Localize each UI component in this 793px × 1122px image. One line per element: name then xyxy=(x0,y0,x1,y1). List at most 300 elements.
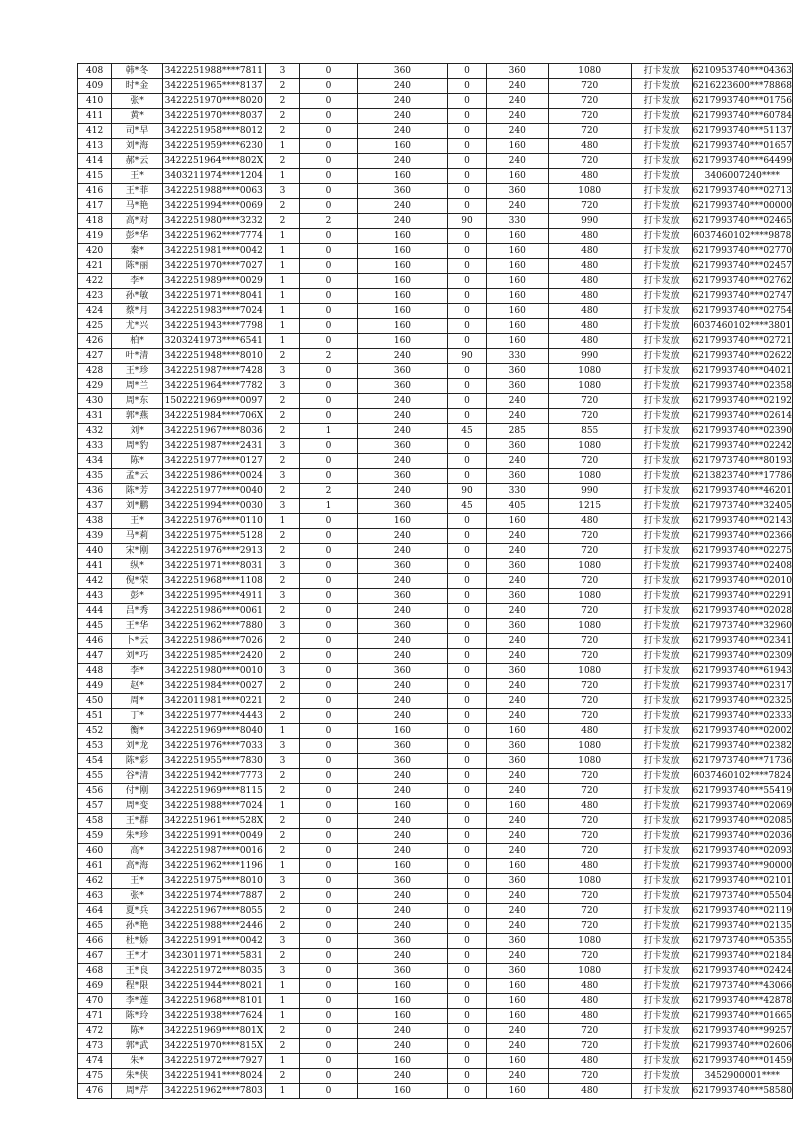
cell-id-number: 3422251968****8101 xyxy=(162,994,265,1009)
cell-count-a: 3 xyxy=(265,439,300,454)
cell-name: 陈*芳 xyxy=(112,484,163,499)
cell-amount-a: 360 xyxy=(357,439,447,454)
cell-total: 480 xyxy=(548,244,631,259)
cell-row-number: 447 xyxy=(78,649,112,664)
cell-id-number: 3422251967****8055 xyxy=(162,904,265,919)
cell-total: 720 xyxy=(548,814,631,829)
cell-total: 720 xyxy=(548,949,631,964)
cell-id-number: 3422251970****8020 xyxy=(162,94,265,109)
cell-payment-method: 打卡发放 xyxy=(631,979,692,994)
cell-amount-b: 0 xyxy=(448,814,487,829)
cell-amount-a: 160 xyxy=(357,994,447,1009)
cell-count-b: 0 xyxy=(300,1084,357,1099)
cell-payment-method: 打卡发放 xyxy=(631,1024,692,1039)
cell-payment-method: 打卡发放 xyxy=(631,94,692,109)
cell-row-number: 467 xyxy=(78,949,112,964)
cell-count-b: 0 xyxy=(300,124,357,139)
cell-row-number: 453 xyxy=(78,739,112,754)
cell-subtotal: 240 xyxy=(486,394,548,409)
cell-bank-card: 6217993740***01459 xyxy=(692,1054,792,1069)
cell-name: 郝*云 xyxy=(112,154,163,169)
cell-subtotal: 360 xyxy=(486,619,548,634)
cell-subtotal: 160 xyxy=(486,1084,548,1099)
cell-name: 张* xyxy=(112,889,163,904)
cell-name: 王* xyxy=(112,874,163,889)
cell-subtotal: 240 xyxy=(486,904,548,919)
cell-row-number: 450 xyxy=(78,694,112,709)
cell-amount-b: 0 xyxy=(448,409,487,424)
cell-count-a: 3 xyxy=(265,379,300,394)
cell-row-number: 417 xyxy=(78,199,112,214)
cell-subtotal: 240 xyxy=(486,409,548,424)
cell-subtotal: 240 xyxy=(486,889,548,904)
cell-amount-a: 160 xyxy=(357,139,447,154)
cell-amount-b: 0 xyxy=(448,154,487,169)
cell-amount-a: 360 xyxy=(357,469,447,484)
cell-count-a: 2 xyxy=(265,1024,300,1039)
cell-count-a: 2 xyxy=(265,94,300,109)
cell-id-number: 3422251975****8010 xyxy=(162,874,265,889)
cell-payment-method: 打卡发放 xyxy=(631,349,692,364)
cell-bank-card: 6217993740***02002 xyxy=(692,724,792,739)
cell-total: 1080 xyxy=(548,469,631,484)
cell-id-number: 3422251980****0010 xyxy=(162,664,265,679)
cell-bank-card: 6217993740***02275 xyxy=(692,544,792,559)
cell-name: 李*莲 xyxy=(112,994,163,1009)
cell-amount-a: 160 xyxy=(357,319,447,334)
cell-row-number: 451 xyxy=(78,709,112,724)
cell-total: 480 xyxy=(548,334,631,349)
cell-count-a: 2 xyxy=(265,79,300,94)
cell-bank-card: 6217973740***05355 xyxy=(692,934,792,949)
cell-count-a: 2 xyxy=(265,769,300,784)
cell-bank-card: 6217993740***64499 xyxy=(692,154,792,169)
cell-payment-method: 打卡发放 xyxy=(631,829,692,844)
cell-amount-a: 160 xyxy=(357,244,447,259)
table-row xyxy=(78,289,793,304)
cell-count-a: 3 xyxy=(265,739,300,754)
cell-bank-card: 6217993740***02184 xyxy=(692,949,792,964)
table-row xyxy=(78,709,793,724)
cell-total: 990 xyxy=(548,349,631,364)
cell-row-number: 424 xyxy=(78,304,112,319)
cell-amount-a: 240 xyxy=(357,679,447,694)
cell-count-a: 3 xyxy=(265,364,300,379)
table-row xyxy=(78,1069,793,1084)
cell-name: 秦* xyxy=(112,244,163,259)
cell-count-b: 0 xyxy=(300,829,357,844)
cell-id-number: 3422251988****0063 xyxy=(162,184,265,199)
cell-id-number: 3422251961****528X xyxy=(162,814,265,829)
cell-id-number: 3422251988****2446 xyxy=(162,919,265,934)
table-row xyxy=(78,244,793,259)
cell-total: 480 xyxy=(548,1009,631,1024)
cell-bank-card: 6217993740***02390 xyxy=(692,424,792,439)
table-row xyxy=(78,664,793,679)
cell-payment-method: 打卡发放 xyxy=(631,439,692,454)
table-row xyxy=(78,169,793,184)
cell-count-b: 0 xyxy=(300,1024,357,1039)
cell-count-a: 1 xyxy=(265,994,300,1009)
cell-subtotal: 360 xyxy=(486,439,548,454)
cell-amount-a: 360 xyxy=(357,964,447,979)
cell-amount-a: 240 xyxy=(357,604,447,619)
cell-count-b: 0 xyxy=(300,784,357,799)
cell-amount-b: 0 xyxy=(448,319,487,334)
cell-bank-card: 6217993740***02242 xyxy=(692,439,792,454)
cell-row-number: 444 xyxy=(78,604,112,619)
cell-total: 480 xyxy=(548,724,631,739)
cell-row-number: 473 xyxy=(78,1039,112,1054)
cell-total: 720 xyxy=(548,604,631,619)
cell-total: 720 xyxy=(548,94,631,109)
cell-amount-b: 0 xyxy=(448,304,487,319)
cell-count-a: 1 xyxy=(265,139,300,154)
cell-id-number: 3422251972****7927 xyxy=(162,1054,265,1069)
cell-bank-card: 3406007240**** xyxy=(692,169,792,184)
cell-count-b: 0 xyxy=(300,934,357,949)
cell-amount-a: 160 xyxy=(357,229,447,244)
cell-total: 480 xyxy=(548,289,631,304)
cell-subtotal: 240 xyxy=(486,769,548,784)
cell-row-number: 420 xyxy=(78,244,112,259)
cell-count-a: 2 xyxy=(265,844,300,859)
cell-amount-b: 0 xyxy=(448,1084,487,1099)
cell-subtotal: 240 xyxy=(486,919,548,934)
cell-name: 叶*清 xyxy=(112,349,163,364)
table-row xyxy=(78,934,793,949)
cell-total: 720 xyxy=(548,79,631,94)
cell-total: 720 xyxy=(548,889,631,904)
cell-subtotal: 240 xyxy=(486,634,548,649)
cell-row-number: 438 xyxy=(78,514,112,529)
cell-subtotal: 160 xyxy=(486,244,548,259)
cell-count-b: 0 xyxy=(300,559,357,574)
cell-total: 480 xyxy=(548,979,631,994)
cell-count-a: 3 xyxy=(265,619,300,634)
cell-payment-method: 打卡发放 xyxy=(631,559,692,574)
cell-count-b: 0 xyxy=(300,64,357,79)
cell-amount-b: 0 xyxy=(448,664,487,679)
cell-payment-method: 打卡发放 xyxy=(631,184,692,199)
cell-bank-card: 6217993740***02309 xyxy=(692,649,792,664)
table-row xyxy=(78,964,793,979)
cell-bank-card: 6217973740***43066 xyxy=(692,979,792,994)
cell-name: 时*金 xyxy=(112,79,163,94)
cell-bank-card: 3452900001**** xyxy=(692,1069,792,1084)
cell-total: 720 xyxy=(548,694,631,709)
cell-count-a: 1 xyxy=(265,979,300,994)
cell-amount-a: 360 xyxy=(357,364,447,379)
cell-amount-a: 360 xyxy=(357,589,447,604)
cell-count-b: 0 xyxy=(300,94,357,109)
cell-row-number: 449 xyxy=(78,679,112,694)
cell-amount-b: 0 xyxy=(448,244,487,259)
cell-count-a: 2 xyxy=(265,1069,300,1084)
table-row xyxy=(78,634,793,649)
cell-total: 720 xyxy=(548,709,631,724)
cell-id-number: 3422251955****7830 xyxy=(162,754,265,769)
cell-id-number: 3422251988****7811 xyxy=(162,64,265,79)
cell-count-a: 2 xyxy=(265,409,300,424)
cell-subtotal: 160 xyxy=(486,229,548,244)
cell-row-number: 442 xyxy=(78,574,112,589)
cell-amount-b: 0 xyxy=(448,1009,487,1024)
cell-total: 720 xyxy=(548,829,631,844)
cell-payment-method: 打卡发放 xyxy=(631,934,692,949)
cell-subtotal: 285 xyxy=(486,424,548,439)
cell-bank-card: 6217973740***71736 xyxy=(692,754,792,769)
cell-payment-method: 打卡发放 xyxy=(631,919,692,934)
cell-amount-a: 240 xyxy=(357,649,447,664)
cell-amount-a: 160 xyxy=(357,799,447,814)
cell-bank-card: 6217993740***02010 xyxy=(692,574,792,589)
cell-payment-method: 打卡发放 xyxy=(631,229,692,244)
cell-payment-method: 打卡发放 xyxy=(631,604,692,619)
cell-name: 周*兰 xyxy=(112,379,163,394)
table-row xyxy=(78,799,793,814)
cell-name: 彭* xyxy=(112,589,163,604)
cell-payment-method: 打卡发放 xyxy=(631,214,692,229)
cell-total: 480 xyxy=(548,229,631,244)
cell-bank-card: 6217993740***02465 xyxy=(692,214,792,229)
cell-id-number: 3422251971****8041 xyxy=(162,289,265,304)
cell-bank-card: 6217993740***55419 xyxy=(692,784,792,799)
cell-bank-card: 6217993740***02747 xyxy=(692,289,792,304)
cell-name: 黄* xyxy=(112,109,163,124)
cell-amount-b: 0 xyxy=(448,919,487,934)
cell-row-number: 460 xyxy=(78,844,112,859)
cell-subtotal: 240 xyxy=(486,844,548,859)
table-row xyxy=(78,214,793,229)
cell-name: 谷*清 xyxy=(112,769,163,784)
cell-row-number: 445 xyxy=(78,619,112,634)
cell-bank-card: 6217993740***60784 xyxy=(692,109,792,124)
cell-amount-a: 160 xyxy=(357,859,447,874)
cell-total: 1080 xyxy=(548,739,631,754)
cell-total: 480 xyxy=(548,859,631,874)
cell-amount-b: 0 xyxy=(448,394,487,409)
cell-total: 1215 xyxy=(548,499,631,514)
cell-subtotal: 160 xyxy=(486,139,548,154)
cell-row-number: 421 xyxy=(78,259,112,274)
cell-row-number: 429 xyxy=(78,379,112,394)
cell-name: 朱* xyxy=(112,1054,163,1069)
cell-bank-card: 6217993740***02408 xyxy=(692,559,792,574)
cell-id-number: 3422251970****8037 xyxy=(162,109,265,124)
cell-bank-card: 6217993740***02762 xyxy=(692,274,792,289)
cell-total: 720 xyxy=(548,634,631,649)
cell-amount-a: 240 xyxy=(357,484,447,499)
cell-payment-method: 打卡发放 xyxy=(631,199,692,214)
cell-name: 刘*鹏 xyxy=(112,499,163,514)
cell-count-a: 1 xyxy=(265,1054,300,1069)
cell-count-b: 0 xyxy=(300,919,357,934)
cell-total: 720 xyxy=(548,1069,631,1084)
cell-count-b: 0 xyxy=(300,109,357,124)
cell-payment-method: 打卡发放 xyxy=(631,814,692,829)
cell-total: 720 xyxy=(548,649,631,664)
cell-amount-b: 0 xyxy=(448,139,487,154)
allowance-table xyxy=(77,63,793,1099)
cell-count-b: 0 xyxy=(300,394,357,409)
cell-total: 480 xyxy=(548,139,631,154)
cell-amount-a: 360 xyxy=(357,184,447,199)
table-row xyxy=(78,559,793,574)
cell-bank-card: 6217993740***02291 xyxy=(692,589,792,604)
cell-total: 720 xyxy=(548,904,631,919)
table-row xyxy=(78,139,793,154)
cell-subtotal: 240 xyxy=(486,814,548,829)
table-row xyxy=(78,604,793,619)
cell-id-number: 3422251986****0061 xyxy=(162,604,265,619)
cell-id-number: 3422251967****8036 xyxy=(162,424,265,439)
cell-amount-a: 240 xyxy=(357,544,447,559)
table-row xyxy=(78,589,793,604)
cell-subtotal: 360 xyxy=(486,379,548,394)
cell-payment-method: 打卡发放 xyxy=(631,484,692,499)
cell-row-number: 411 xyxy=(78,109,112,124)
cell-count-b: 0 xyxy=(300,259,357,274)
cell-amount-b: 0 xyxy=(448,79,487,94)
cell-row-number: 416 xyxy=(78,184,112,199)
cell-subtotal: 330 xyxy=(486,214,548,229)
table-row xyxy=(78,229,793,244)
cell-bank-card: 6217993740***02713 xyxy=(692,184,792,199)
cell-id-number: 3422251976****7033 xyxy=(162,739,265,754)
table-row xyxy=(78,814,793,829)
table-row xyxy=(78,904,793,919)
cell-row-number: 471 xyxy=(78,1009,112,1024)
cell-name: 王* xyxy=(112,169,163,184)
cell-name: 王*珍 xyxy=(112,364,163,379)
cell-row-number: 430 xyxy=(78,394,112,409)
cell-total: 720 xyxy=(548,529,631,544)
cell-amount-b: 0 xyxy=(448,199,487,214)
cell-id-number: 3422251980****3232 xyxy=(162,214,265,229)
cell-name: 刘* xyxy=(112,424,163,439)
cell-count-b: 0 xyxy=(300,454,357,469)
cell-amount-b: 0 xyxy=(448,694,487,709)
cell-total: 720 xyxy=(548,124,631,139)
cell-bank-card: 6217993740***02192 xyxy=(692,394,792,409)
cell-count-a: 3 xyxy=(265,664,300,679)
cell-amount-a: 240 xyxy=(357,709,447,724)
cell-total: 720 xyxy=(548,394,631,409)
cell-subtotal: 240 xyxy=(486,199,548,214)
cell-bank-card: 6217993740***02622 xyxy=(692,349,792,364)
cell-payment-method: 打卡发放 xyxy=(631,679,692,694)
cell-count-a: 1 xyxy=(265,274,300,289)
cell-amount-b: 0 xyxy=(448,289,487,304)
cell-id-number: 3422251964****7782 xyxy=(162,379,265,394)
cell-bank-card: 6217993740***02614 xyxy=(692,409,792,424)
cell-amount-b: 90 xyxy=(448,484,487,499)
cell-payment-method: 打卡发放 xyxy=(631,649,692,664)
cell-id-number: 3422251969****8040 xyxy=(162,724,265,739)
cell-id-number: 3422251991****0049 xyxy=(162,829,265,844)
cell-count-b: 0 xyxy=(300,364,357,379)
cell-bank-card: 6217993740***58580 xyxy=(692,1084,792,1099)
cell-subtotal: 360 xyxy=(486,559,548,574)
cell-amount-a: 360 xyxy=(357,934,447,949)
cell-name: 朱*珍 xyxy=(112,829,163,844)
cell-row-number: 468 xyxy=(78,964,112,979)
cell-name: 蔡*月 xyxy=(112,304,163,319)
cell-subtotal: 160 xyxy=(486,289,548,304)
cell-id-number: 3422251941****8024 xyxy=(162,1069,265,1084)
cell-bank-card: 6217993740***00000 xyxy=(692,199,792,214)
cell-amount-b: 90 xyxy=(448,214,487,229)
cell-count-a: 1 xyxy=(265,724,300,739)
cell-name: 陈* xyxy=(112,454,163,469)
cell-bank-card: 6217993740***61943 xyxy=(692,664,792,679)
cell-count-b: 0 xyxy=(300,139,357,154)
cell-amount-b: 0 xyxy=(448,889,487,904)
cell-name: 周*变 xyxy=(112,799,163,814)
cell-payment-method: 打卡发放 xyxy=(631,274,692,289)
cell-id-number: 3422251977****4443 xyxy=(162,709,265,724)
cell-amount-b: 0 xyxy=(448,724,487,739)
cell-bank-card: 6217993740***02721 xyxy=(692,334,792,349)
cell-count-a: 2 xyxy=(265,394,300,409)
cell-row-number: 456 xyxy=(78,784,112,799)
cell-id-number: 3422251962****1196 xyxy=(162,859,265,874)
cell-total: 480 xyxy=(548,319,631,334)
cell-total: 720 xyxy=(548,544,631,559)
cell-total: 1080 xyxy=(548,589,631,604)
cell-amount-a: 240 xyxy=(357,94,447,109)
cell-count-b: 0 xyxy=(300,664,357,679)
cell-count-a: 3 xyxy=(265,184,300,199)
table-row xyxy=(78,529,793,544)
cell-bank-card: 6217993740***02770 xyxy=(692,244,792,259)
cell-subtotal: 160 xyxy=(486,319,548,334)
cell-amount-a: 240 xyxy=(357,814,447,829)
cell-name: 陈*玲 xyxy=(112,1009,163,1024)
table-row xyxy=(78,409,793,424)
cell-subtotal: 240 xyxy=(486,949,548,964)
cell-total: 720 xyxy=(548,1039,631,1054)
cell-amount-b: 0 xyxy=(448,589,487,604)
cell-bank-card: 6217993740***01756 xyxy=(692,94,792,109)
cell-amount-a: 240 xyxy=(357,109,447,124)
cell-payment-method: 打卡发放 xyxy=(631,799,692,814)
cell-count-b: 0 xyxy=(300,739,357,754)
cell-row-number: 425 xyxy=(78,319,112,334)
table-row xyxy=(78,364,793,379)
cell-payment-method: 打卡发放 xyxy=(631,379,692,394)
cell-subtotal: 240 xyxy=(486,124,548,139)
cell-count-b: 0 xyxy=(300,1054,357,1069)
cell-total: 1080 xyxy=(548,379,631,394)
cell-subtotal: 160 xyxy=(486,274,548,289)
table-row xyxy=(78,574,793,589)
cell-count-b: 0 xyxy=(300,694,357,709)
cell-amount-b: 0 xyxy=(448,574,487,589)
cell-count-b: 0 xyxy=(300,574,357,589)
cell-bank-card: 6217993740***02333 xyxy=(692,709,792,724)
cell-amount-b: 0 xyxy=(448,859,487,874)
cell-total: 480 xyxy=(548,259,631,274)
cell-count-a: 2 xyxy=(265,889,300,904)
cell-row-number: 433 xyxy=(78,439,112,454)
cell-count-a: 3 xyxy=(265,559,300,574)
cell-count-b: 0 xyxy=(300,334,357,349)
cell-count-b: 0 xyxy=(300,769,357,784)
cell-payment-method: 打卡发放 xyxy=(631,154,692,169)
cell-count-b: 0 xyxy=(300,199,357,214)
